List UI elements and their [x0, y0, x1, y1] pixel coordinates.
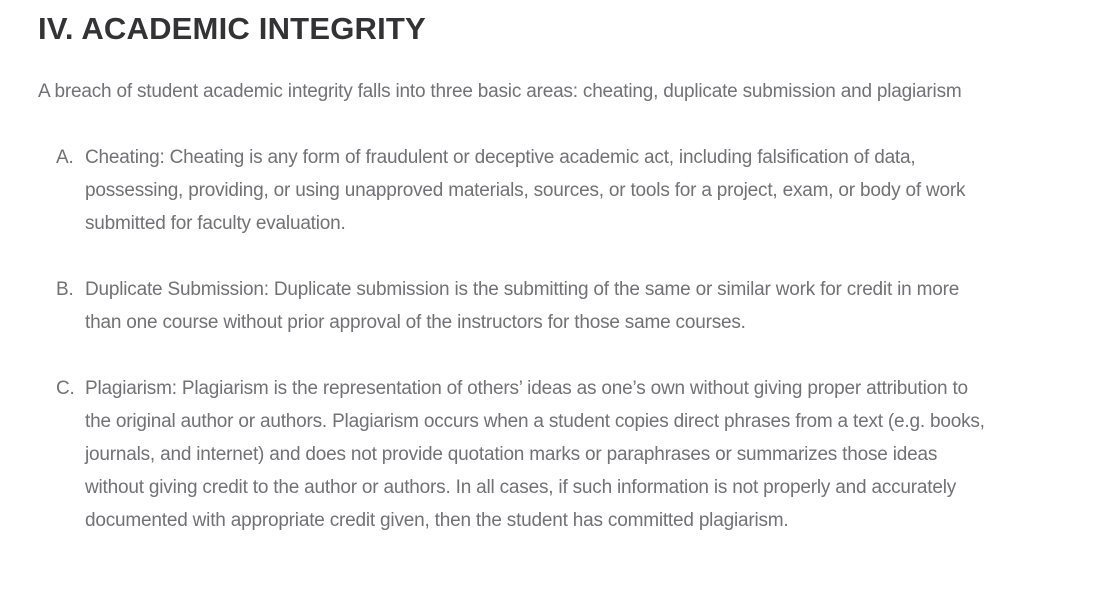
integrity-list	[38, 141, 1071, 537]
list-item-text-plagiarism: Plagiarism: Plagiarism is the representation of others’ ideas as one’s own without giving proper attribution to the original author or authors. Plagiarism occurs when a student copies direct phrases from a text (e.g. books, journals, and internet) and does not provide quotation marks or paraphrases or summarizes those ideas without giving credit to the author or authors. In all cases, if such information is not properly and accurately documented with appropriate credit given, then the student has committed plagiarism.	[85, 377, 985, 531]
list-marker-c: C.	[56, 377, 75, 399]
list-item-duplicate-submission	[56, 273, 1071, 339]
list-item-text-cheating: Cheating: Cheating is any form of fraudulent or deceptive academic act, including falsification of data, possessing, providing, or using unapproved materials, sources, or tools for a project, exam, or body of work submitted for faculty evaluation.	[85, 146, 966, 234]
intro-paragraph: A breach of student academic integrity falls into three basic areas: cheating, duplicate submission and plagiarism	[38, 80, 962, 102]
list-item-cheating	[56, 141, 1071, 240]
list-item-plagiarism	[56, 372, 1071, 537]
list-item-text-duplicate-submission: Duplicate Submission: Duplicate submission is the submitting of the same or similar work for credit in more than one course without prior approval of the instructors for those same courses.	[85, 278, 960, 333]
list-marker-a: A.	[56, 146, 74, 168]
section-heading: IV. ACADEMIC INTEGRITY	[38, 11, 426, 46]
list-marker-b: B.	[56, 278, 74, 300]
